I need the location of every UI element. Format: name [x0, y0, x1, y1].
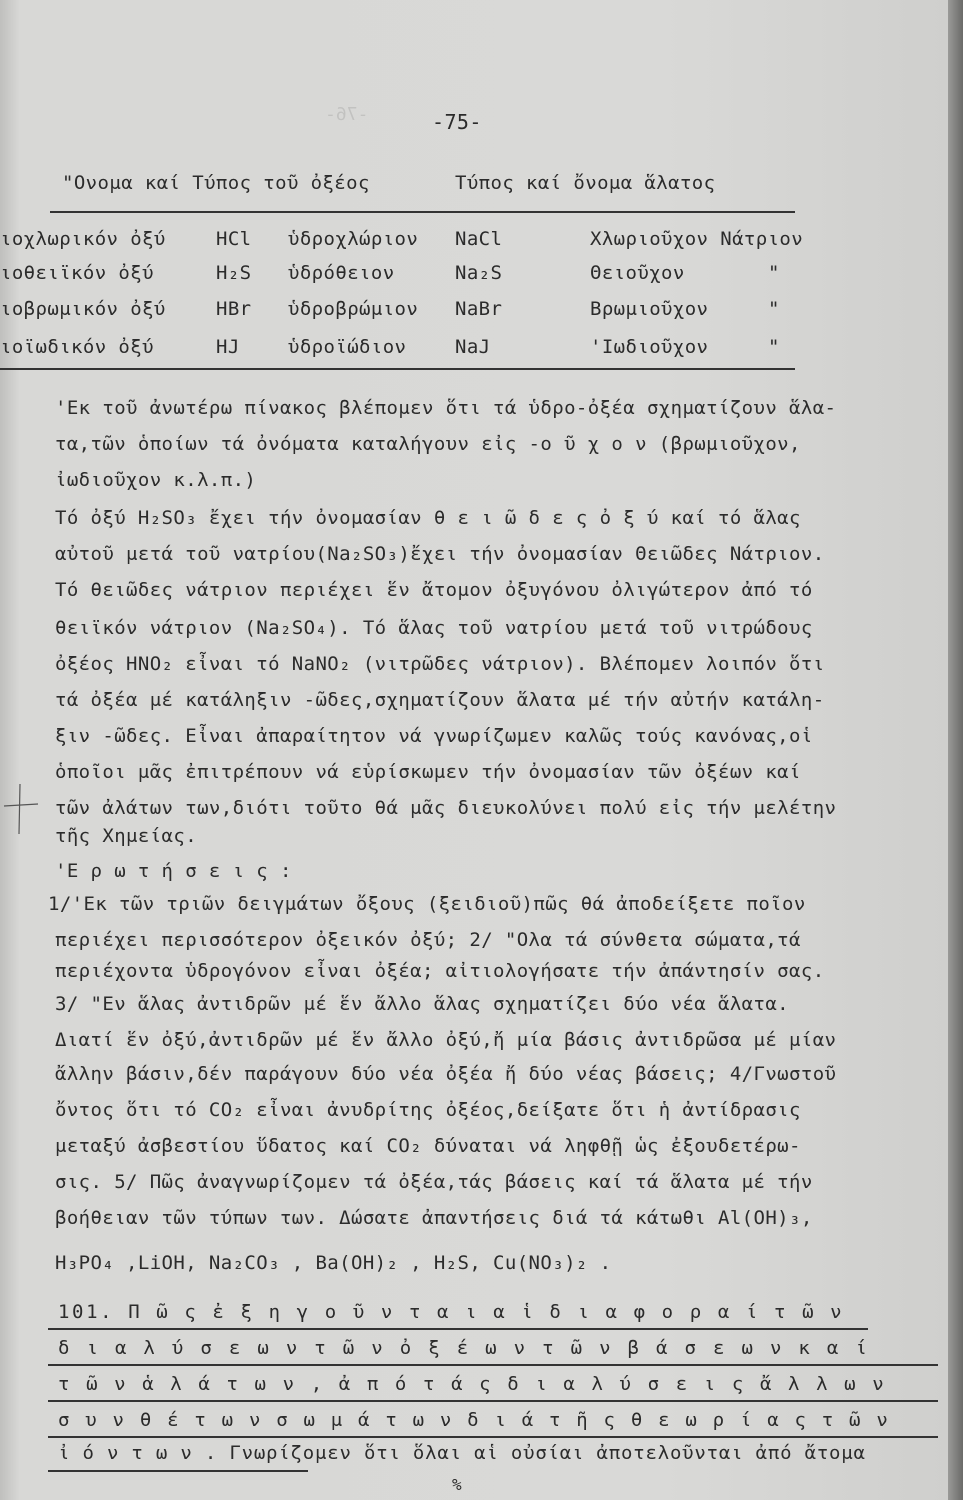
acid-formula: H₂S: [216, 262, 252, 284]
hydro-name: ὑδροϊώδιον: [288, 336, 407, 358]
hydro-name: ὑδρόθειον: [288, 262, 395, 284]
table-bottom-rule: [0, 368, 795, 370]
paper-edge-shadow: [948, 0, 963, 1500]
acid-name: ιοϊωδικόν ὀξύ: [0, 336, 154, 358]
body-line: ἰωδιοῦχον κ.λ.π.): [55, 469, 257, 491]
question-line: ὄντος ὅτι τό CO₂ εἶναι ἀνυδρίτης ὀξέος,δείξατε ὅτι ἡ ἀντίδρασις: [55, 1099, 801, 1121]
acid-name: ιοχλωρικόν ὀξύ: [0, 228, 166, 250]
salt-formula: NaCl: [455, 228, 503, 250]
section-underline: [48, 1328, 868, 1330]
body-line: Τό θειῶδες νάτριον περιέχει ἕν ἄτομον ὀξυγόνου ὀλιγώτερον ἀπό τό: [55, 579, 813, 601]
page-number: -75-: [432, 110, 482, 134]
question-line: περιέχοντα ὑδρογόνον εἶναι ὀξέα; αἰτιολογήσατε τήν ἀπάντησίν σας.: [55, 960, 825, 982]
question-line: μεταξύ ἀσβεστίου ὕδατος καί CO₂ δύναται νά ληφθῇ ὡς ἐξουδετέρω-: [55, 1135, 801, 1157]
ghost-page-number: -76-: [325, 104, 369, 125]
questions-heading: 'Ε ρ ω τ ή σ ε ι ς :: [55, 860, 292, 882]
acid-name: ιοβρωμικόν ὀξύ: [0, 298, 166, 320]
bottom-mark: %: [452, 1475, 463, 1494]
section-line: δ ι α λ ύ σ ε ω ν τ ῶ ν ὀ ξ έ ω ν τ ῶ ν β ά σ ε ω ν κ α ί: [58, 1337, 870, 1359]
body-line: ὁποῖοι μᾶς ἐπιτρέπουν νά εὑρίσκωμεν τήν ὀνομασίαν τῶν ὀξέων καί: [55, 761, 801, 783]
acid-name: ιοθειϊκόν ὀξύ: [0, 262, 154, 284]
question-line: περιέχει περισσότερον ὀξεικόν ὀξύ; 2/ "Ολα τά σύνθετα σώματα,τά: [55, 929, 801, 951]
section-line: ἰ ό ν τ ω ν . Γνωρίζομεν ὅτι ὅλαι αἱ οὐσίαι ἀποτελοῦνται ἀπό ἄτομα: [58, 1442, 866, 1464]
acid-formula: HJ: [216, 336, 240, 358]
salt-formula: Na₂S: [455, 262, 503, 284]
salt-name: Βρωμιοῦχον: [590, 298, 709, 320]
table-header-rule: [50, 211, 795, 213]
section-underline: [48, 1400, 938, 1402]
question-line: 1/'Εκ τῶν τριῶν δειγμάτων ὄξους (ξειδιοῦ)πῶς θά ἀποδείξετε ποῖον: [48, 893, 806, 915]
body-line: θειϊκόν νάτριον (Na₂SO₄). Τό ἅλας τοῦ νατρίου μετά τοῦ νιτρώδους: [55, 617, 813, 639]
body-line: τα,τῶν ὁποίων τά ὀνόματα καταλήγουν εἰς -ο ῦ χ ο ν (βρωμιοῦχον,: [55, 433, 801, 455]
section-underline: [48, 1364, 938, 1366]
body-line: τῆς Χημείας.: [55, 825, 198, 847]
body-line: αὐτοῦ μετά τοῦ νατρίου(Na₂SO₃)ἔχει τήν ὀνομασίαν Θειῶδες Νάτριον.: [55, 543, 825, 565]
body-line: τῶν ἀλάτων των,διότι τοῦτο θά μᾶς διευκολύνει πολύ εἰς τήν μελέτην: [55, 797, 837, 819]
section-underline: [48, 1436, 938, 1438]
question-line: βοήθειαν τῶν τύπων των. Δώσατε ἀπαντήσεις διά τά κάτωθι Al(OH)₃,: [55, 1207, 813, 1229]
ditto-mark: ": [768, 262, 780, 284]
section-underline: [48, 1470, 308, 1472]
table-header-salt: Τύπος καί ὄνομα ἅλατος: [455, 172, 716, 194]
question-line: H₃PO₄ ,LiOH, Na₂CO₃ , Ba(OH)₂ , H₂S, Cu(NO₃)₂ .: [55, 1252, 612, 1274]
body-line: τά ὀξέα μέ κατάληξιν -ῶδες,σχηματίζουν ἅλατα μέ τήν αὐτήν κατάλη-: [55, 689, 825, 711]
section-line: τ ῶ ν ἁ λ ά τ ω ν , ἀ π ό τ ά ς δ ι α λ ύ σ ε ι ς ἄ λ λ ω ν: [58, 1373, 887, 1395]
salt-name: 'Ιωδιοῦχον: [590, 336, 709, 358]
ditto-mark: ": [768, 336, 780, 358]
body-line: ὀξέος HNO₂ εἶναι τό NaNO₂ (νιτρῶδες νάτριον). Βλέπομεν λοιπόν ὅτι: [55, 653, 825, 675]
hydro-name: ὑδροχλώριον: [288, 228, 419, 250]
body-line: ξιν -ῶδες. Εἶναι ἀπαραίτητον νά γνωρίζωμεν καλῶς τούς κανόνας,οἱ: [55, 725, 813, 747]
acid-formula: HBr: [216, 298, 252, 320]
question-line: Διατί ἕν ὀξύ,ἀντιδρῶν μέ ἕν ἄλλο ὀξύ,ἤ μία βάσις ἀντιδρῶσα μέ μίαν: [55, 1029, 837, 1051]
salt-formula: NaBr: [455, 298, 503, 320]
question-line: ἄλλην βάσιν,δέν παράγουν δύο νέα ὀξέα ἤ δύο νέας βάσεις; 4/Γνωστοῦ: [55, 1063, 837, 1085]
margin-correction-mark: [0, 778, 40, 838]
question-line: 3/ "Εν ἅλας ἀντιδρῶν μέ ἕν ἄλλο ἅλας σχηματίζει δύο νέα ἅλατα.: [55, 993, 790, 1015]
section-line: σ υ ν θ έ τ ω ν σ ω μ ά τ ω ν δ ι ά τ ῆ ς θ ε ω ρ ί α ς τ ῶ ν: [58, 1409, 890, 1431]
body-line: Τό ὀξύ H₂SO₃ ἔχει τήν ὀνομασίαν θ ε ι ῶ δ ε ς ὀ ξ ύ καί τό ἅλας: [55, 507, 801, 529]
ditto-mark: ": [768, 298, 780, 320]
body-line: 'Εκ τοῦ ἀνωτέρω πίνακος βλέπομεν ὅτι τά ὑδρο-ὀξέα σχηματίζουν ἅλα-: [55, 397, 837, 419]
question-line: σις. 5/ Πῶς ἀναγνωρίζομεν τά ὀξέα,τάς βάσεις καί τά ἅλατα μέ τήν: [55, 1171, 813, 1193]
table-header-acid: "Ονομα καί Τύπος τοῦ ὀξέος: [62, 172, 370, 194]
acid-formula: HCl: [216, 228, 252, 250]
salt-name: Θειοῦχον: [590, 262, 685, 284]
hydro-name: ὑδροβρώμιον: [288, 298, 419, 320]
salt-formula: NaJ: [455, 336, 491, 358]
section-line: 101. Π ῶ ς ἐ ξ η γ ο ῦ ν τ α ι α ἱ δ ι α φ ο ρ α ί τ ῶ ν: [58, 1301, 845, 1323]
salt-name: Χλωριοῦχον Νάτριον: [590, 228, 804, 250]
